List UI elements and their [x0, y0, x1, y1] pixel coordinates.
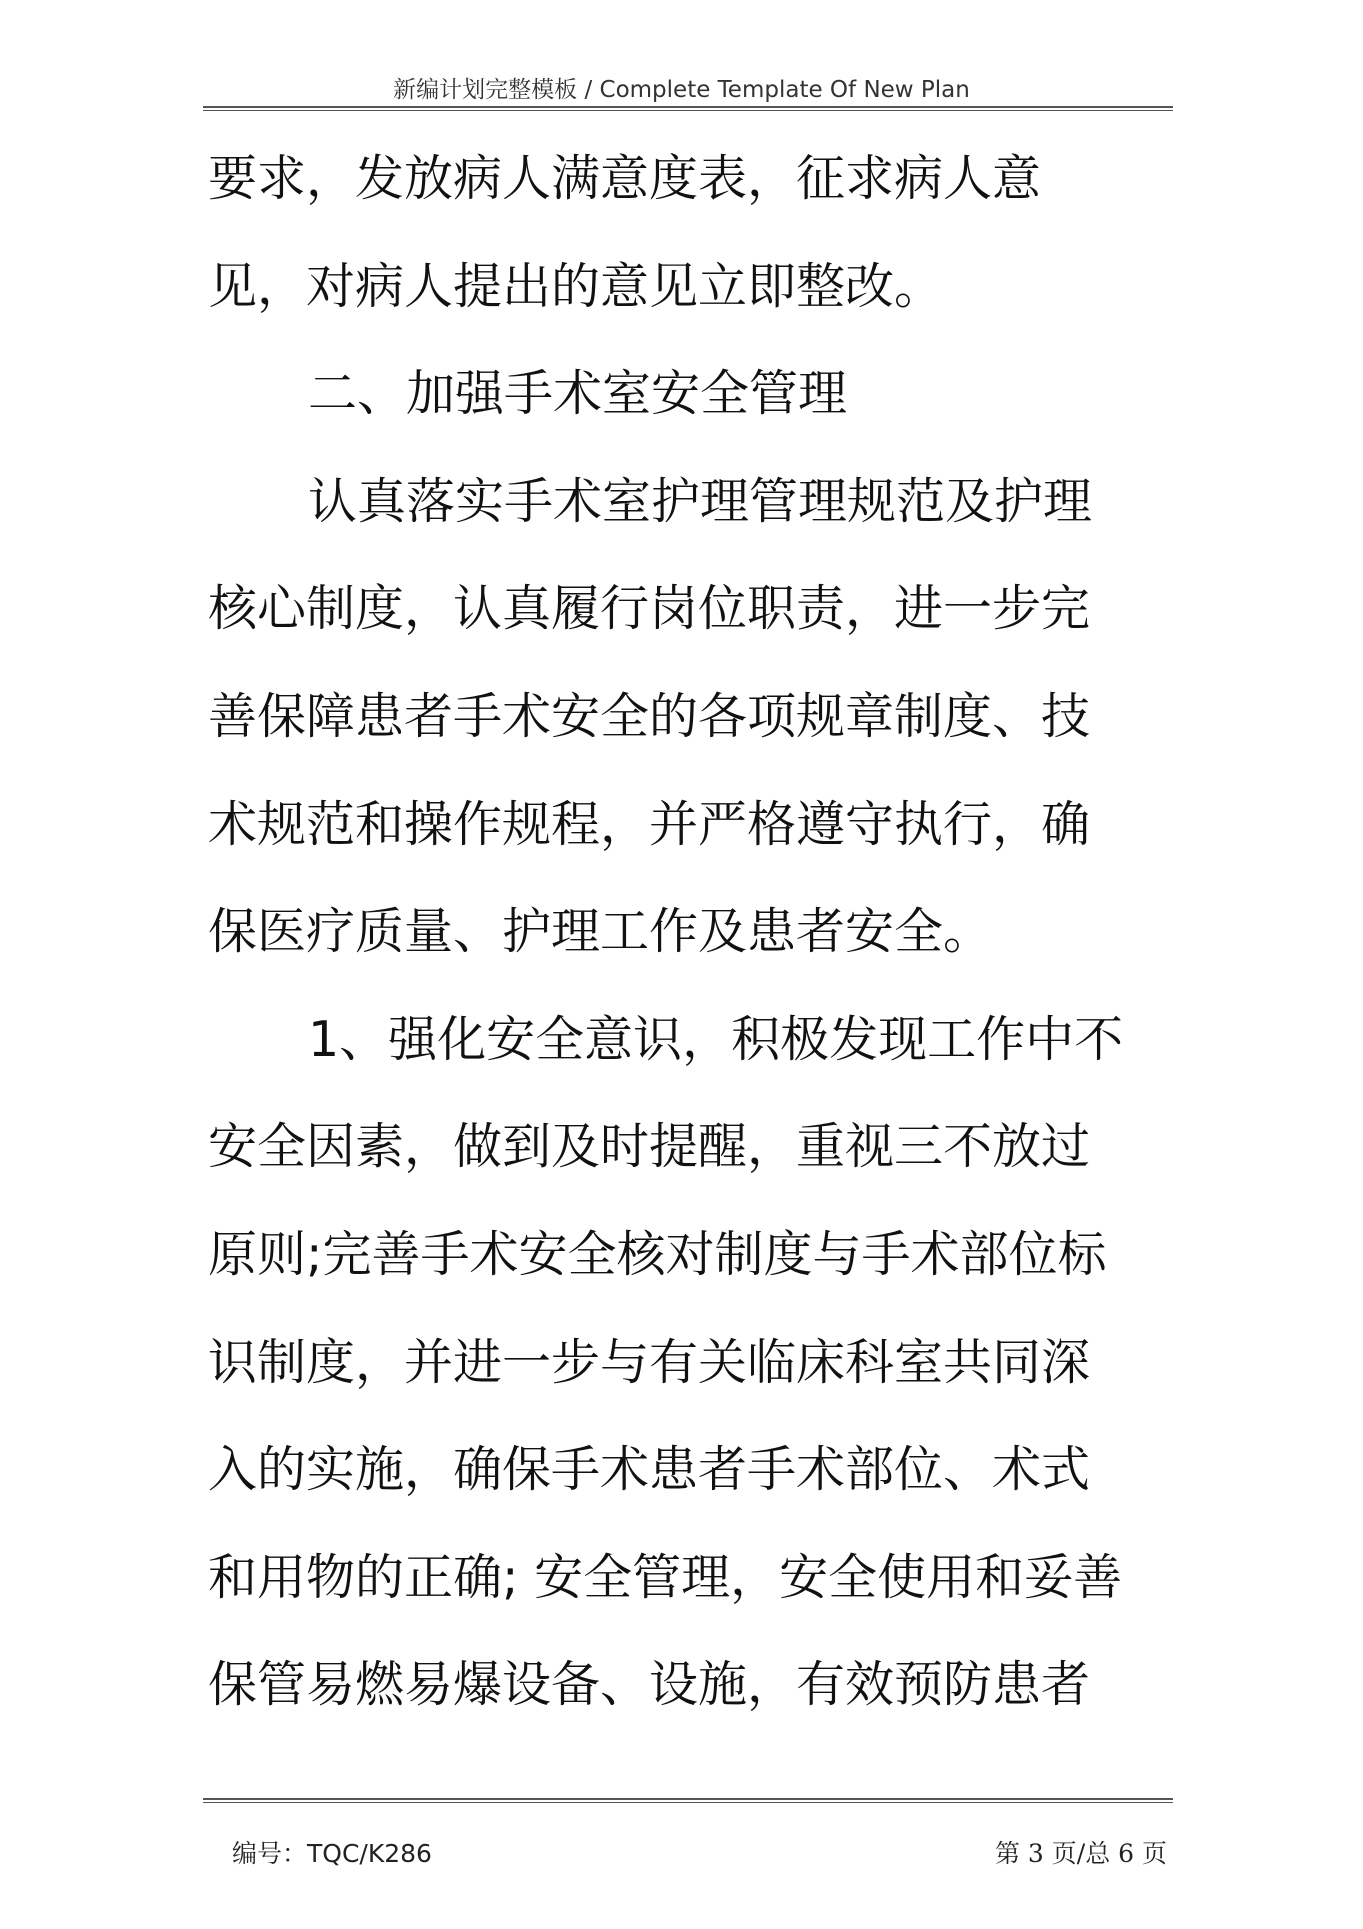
- document-body: [208, 125, 1168, 1739]
- body-line: 识制度，并进一步与有关临床科室共同深: [208, 1333, 1091, 1391]
- body-line: 认真落实手术室护理管理规范及护理: [308, 472, 1093, 530]
- body-line: 保管易燃易爆设备、设施，有效预防患者: [208, 1656, 1091, 1714]
- body-line: 善保障患者手术安全的各项规章制度、技: [208, 687, 1091, 745]
- header-divider: [203, 106, 1173, 111]
- body-line: 核心制度，认真履行岗位职责，进一步完: [208, 580, 1091, 638]
- body-line: 1、强化安全意识，积极发现工作中不: [308, 1010, 1124, 1068]
- section-heading: 二、加强手术室安全管理: [308, 365, 848, 423]
- body-line: 见，对病人提出的意见立即整改。: [208, 257, 944, 315]
- page-number: 第 3 页/总 6 页: [994, 1839, 1167, 1868]
- body-line: 原则;完善手术安全核对制度与手术部位标: [208, 1225, 1107, 1283]
- body-line: 入的实施，确保手术患者手术部位、术式: [208, 1441, 1091, 1499]
- body-line: 安全因素，做到及时提醒，重视三不放过: [208, 1118, 1091, 1176]
- page-header-title: 新编计划完整模板 / Complete Template Of New Plan: [393, 77, 970, 103]
- body-line: 术规范和操作规程，并严格遵守执行，确: [208, 795, 1091, 853]
- body-line: 要求，发放病人满意度表，征求病人意: [208, 150, 1042, 207]
- body-line: 保医疗质量、护理工作及患者安全。: [208, 903, 993, 961]
- doc-number: 编号：TQC/K286: [232, 1839, 432, 1868]
- footer-divider: [203, 1798, 1173, 1803]
- body-line: 和用物的正确; 安全管理，安全使用和妥善: [208, 1548, 1123, 1606]
